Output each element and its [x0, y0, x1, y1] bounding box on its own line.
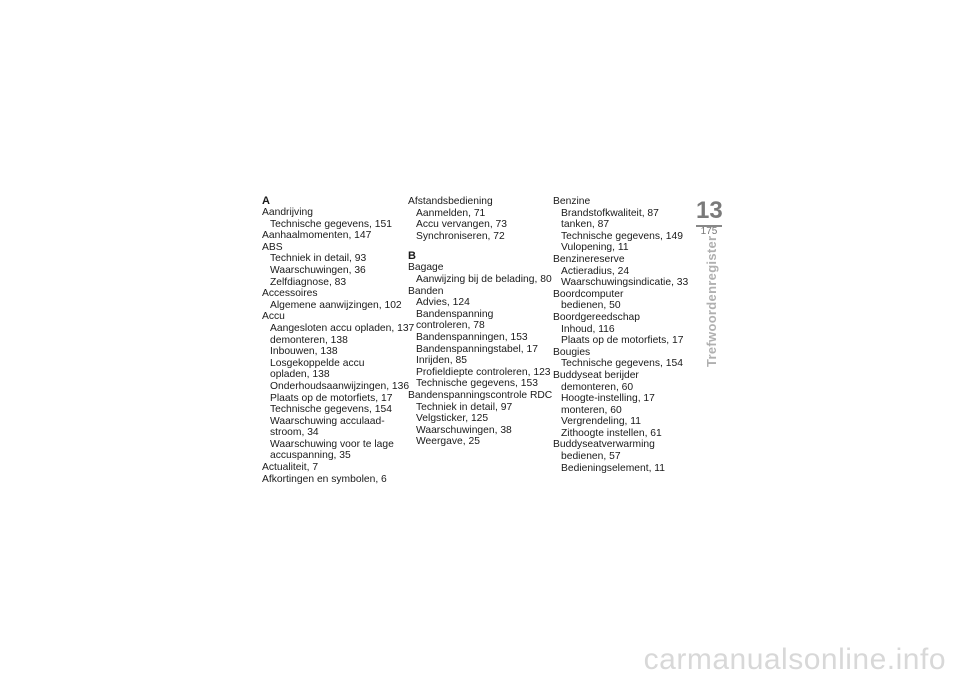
index-subentry-line: Losgekoppelde accu: [270, 357, 365, 369]
index-column-3: [553, 196, 693, 474]
index-subentry-line: monteren, 60: [561, 404, 622, 416]
index-subentry: [270, 277, 402, 289]
index-subentry-line: Technische gegevens, 151: [270, 218, 392, 230]
index-subentry-line: Waarschuwing acculaad-: [270, 415, 385, 427]
index-subentry-line: Waarschuwingen, 38: [416, 424, 512, 436]
index-subentry: [270, 265, 402, 277]
index-subentry: [561, 416, 693, 428]
index-entry: Accessoires: [262, 288, 318, 300]
index-subentry: [561, 324, 693, 336]
index-subentry-line: bedienen, 50: [561, 300, 621, 312]
index-subentry-line: Technische gegevens, 154: [561, 358, 683, 370]
index-subentry: [561, 231, 693, 243]
index-subentry: [561, 451, 693, 463]
index-subentry: [561, 208, 693, 220]
index-subentry: [416, 413, 548, 425]
index-subentry-line: Bandenspanningen, 153: [416, 331, 528, 343]
index-subentry: [270, 439, 402, 462]
index-subentry: [416, 425, 548, 437]
index-subentry: [416, 344, 548, 356]
index-subentry: [416, 402, 548, 414]
index-subentry: [561, 242, 693, 254]
index-subentry: [416, 355, 548, 367]
index-subentry-line: Technische gegevens, 154: [270, 404, 392, 416]
chapter-number: 13: [696, 197, 723, 224]
index-entry: Bougies: [553, 346, 591, 358]
watermark: carmanualsonline.info: [643, 643, 946, 676]
index-subentry-line: Bedieningselement, 11: [561, 462, 665, 474]
index-subentry: [416, 378, 548, 390]
page-number: 175: [700, 226, 718, 237]
index-subentry: [416, 208, 548, 220]
index-subentry-line: Technische gegevens, 149: [561, 230, 683, 242]
index-subentry-line: Zithoogte instellen, 61: [561, 427, 662, 439]
index-subentry: [270, 322, 415, 335]
index-entry: Banden: [408, 285, 444, 297]
index-subentry-line: Actieradius, 24: [561, 265, 630, 277]
index-subentry: [561, 219, 693, 231]
index-entry: Aanhaalmomenten, 147: [262, 230, 372, 242]
index-subentry-line: Waarschuwingsindicatie, 33: [561, 277, 689, 289]
index-subentry: [416, 366, 551, 379]
index-subentry: [270, 380, 410, 393]
index-subentry-line: accuspanning, 35: [270, 450, 351, 462]
index-subentry: [270, 393, 402, 405]
index-subentry: [416, 436, 548, 448]
index-entry: Benzine: [553, 196, 591, 207]
section-title: Trefwoordenregister: [704, 235, 719, 367]
index-subentry-line: Inbouwen, 138: [270, 346, 338, 358]
index-entry: Aandrijving: [262, 207, 313, 218]
index-entry: Bagage: [408, 262, 444, 274]
index-entry: Bandenspanningscontrole RDC: [408, 389, 553, 401]
index-subentry: [270, 346, 402, 358]
index-subentry: [270, 300, 402, 312]
index-subentry-line: Accu vervangen, 73: [416, 219, 508, 231]
index-subentry-line: Aanwijzing bij de belading, 80: [416, 273, 552, 285]
index-subentry: [561, 382, 693, 394]
index-entry: Boordcomputer: [553, 288, 624, 300]
index-subentry-line: demonteren, 60: [561, 381, 634, 393]
index-subentry-line: Velgsticker, 125: [416, 413, 489, 425]
index-entry: Accu: [262, 311, 285, 323]
index-subentry-line: stroom, 34: [270, 427, 319, 439]
index-subentry: [416, 219, 548, 231]
index-subentry-line: Weergave, 25: [416, 436, 480, 448]
index-entry: Benzinereserve: [553, 253, 625, 265]
index-column-2: [408, 196, 553, 448]
index-subentry-line: Aanmelden, 71: [416, 207, 486, 219]
index-subentry-line: Onderhoudsaanwijzingen, 136: [270, 380, 410, 392]
index-subentry: [561, 335, 693, 347]
index-subentry-line: Bandenspanningstabel, 17: [416, 343, 538, 355]
index-letter: B: [408, 250, 416, 263]
index-subentry: [270, 219, 402, 231]
index-subentry-line: bedienen, 57: [561, 451, 621, 463]
index-subentry: [416, 231, 548, 243]
index-subentry-line: Techniek in detail, 97: [416, 401, 513, 413]
index-subentry: [416, 297, 548, 309]
index-subentry: [561, 358, 693, 370]
index-entry: Actualiteit, 7: [262, 462, 319, 474]
index-subentry-line: Waarschuwingen, 36: [270, 264, 366, 276]
index-entry: Afkortingen en symbolen, 6: [262, 473, 387, 485]
index-subentry-line: Synchroniseren, 72: [416, 230, 505, 242]
index-subentry-line: Vergrendeling, 11: [561, 416, 641, 428]
index-subentry: [416, 332, 548, 344]
index-subentry-line: Advies, 124: [416, 297, 470, 309]
index-subentry-line: Waarschuwing voor te lage: [270, 438, 394, 450]
index-subentry-line: Inhoud, 116: [561, 323, 615, 335]
index-subentry: [416, 273, 552, 286]
index-subentry: [270, 253, 402, 265]
index-subentry: [561, 300, 693, 312]
index-subentry: [270, 404, 402, 416]
index-column-1: [262, 195, 415, 485]
index-subentry: [561, 393, 693, 405]
index-subentry-line: Bandenspanning: [416, 308, 494, 320]
index-subentry-line: demonteren, 138: [270, 334, 348, 346]
index-subentry: [561, 405, 693, 417]
index-subentry: [270, 358, 402, 381]
index-subentry: [416, 309, 548, 332]
index-subentry: [561, 428, 693, 440]
index-subentry-line: Technische gegevens, 153: [416, 378, 538, 390]
index-letter: A: [262, 195, 270, 207]
index-subentry-line: tanken, 87: [561, 219, 610, 231]
index-subentry-line: Techniek in detail, 93: [270, 253, 367, 265]
index-subentry-line: Aangesloten accu opladen, 137: [270, 322, 415, 334]
index-entry: Boordgereedschap: [553, 311, 641, 323]
index-subentry-line: Inrijden, 85: [416, 355, 467, 367]
index-subentry-line: Brandstofkwaliteit, 87: [561, 207, 659, 219]
index-entry: Afstandsbediening: [408, 196, 493, 207]
index-entry: ABS: [262, 241, 283, 253]
index-subentry: [561, 266, 693, 278]
index-subentry: [561, 463, 693, 475]
index-subentry: [270, 335, 402, 347]
index-entry: Buddyseat berijder: [553, 369, 639, 381]
index-subentry-line: Plaats op de motorfiets, 17: [561, 335, 684, 347]
index-subentry: [270, 416, 402, 439]
index-subentry-line: controleren, 78: [416, 320, 485, 332]
index-subentry-line: Plaats op de motorfiets, 17: [270, 392, 393, 404]
index-entry: Buddyseatverwarming: [553, 439, 655, 451]
index-subentry-line: opladen, 138: [270, 369, 330, 381]
index-subentry-line: Profieldiepte controleren, 123: [416, 366, 551, 378]
index-subentry-line: Hoogte-instelling, 17: [561, 393, 655, 405]
index-subentry: [561, 277, 693, 289]
index-subentry-line: Vulopening, 11: [561, 242, 629, 254]
index-subentry-line: Algemene aanwijzingen, 102: [270, 299, 402, 311]
index-subentry-line: Zelfdiagnose, 83: [270, 276, 347, 288]
